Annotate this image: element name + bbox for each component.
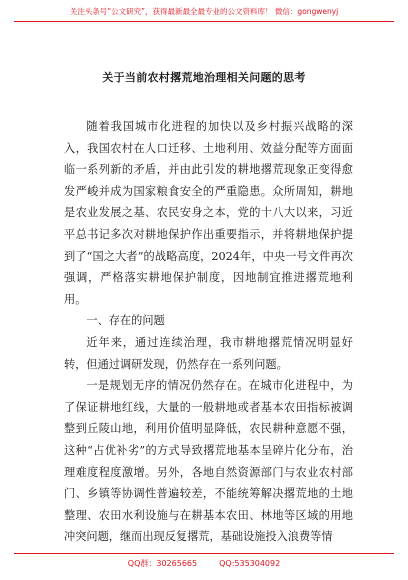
- footer: [0, 558, 408, 569]
- section-heading: 一、存在的问题: [86, 314, 165, 328]
- document-title: 关于当前农村撂荒地治理相关问题的思考: [102, 71, 306, 84]
- footer-divider: [14, 553, 394, 554]
- footer-qq-group: QQ群：30265665: [127, 559, 198, 568]
- footer-qq-contact: QQ:535304092: [219, 559, 281, 568]
- paragraph-overview: 近年来，通过连续治理，我市耕地撂荒情况明显好转，但通过调研发现，仍然存在一系列问题。: [64, 335, 353, 371]
- header-banner: 关注头条号“公文研究”，获得最新最全最专业的公文资料库！ 微信：gongwenyj: [69, 7, 339, 16]
- paragraph-intro: 随着我国城市化进程的加快以及乡村振兴战略的深入，我国农村在人口迁移、土地利用、效益分配等方面面临一系列新的矛盾，并由此引发的耕地撂荒现象正变得愈发严峻并成为国家粮食安全的严重隐患。众所周知，耕地是农业发展之基、农民安身之本，党的十八大以来，习近平总书记多次对耕地保护作出重要指示，并将耕地保护提到了“国之大者”的战略高度，2024年，中央一号文件再次强调，严格落实耕地保护制度，因地制宜推进撂荒地利用。: [64, 120, 353, 306]
- header-divider: [14, 21, 394, 22]
- paragraph-point-one: 一是规划无序的情况仍然存在。在城市化进程中，为了保证耕地红线，大量的一般耕地或者基本农田指标被调整到丘陵山地，利用价值明显降低，农民耕种意愿不强，这种“占优补劣”的方式导致撂荒地基本呈碎片化分布，治理难度程度激增。另外，各地自然资源部门与农业农村部门、乡镇等协调性普遍较差，不能统筹解决撂荒地的土地整理、农田水利设施与在耕基本农田、林地等区域的用地冲突问题，继而出现反复撂荒，基础设施投入浪费等情: [64, 379, 353, 544]
- document-body: [64, 116, 353, 548]
